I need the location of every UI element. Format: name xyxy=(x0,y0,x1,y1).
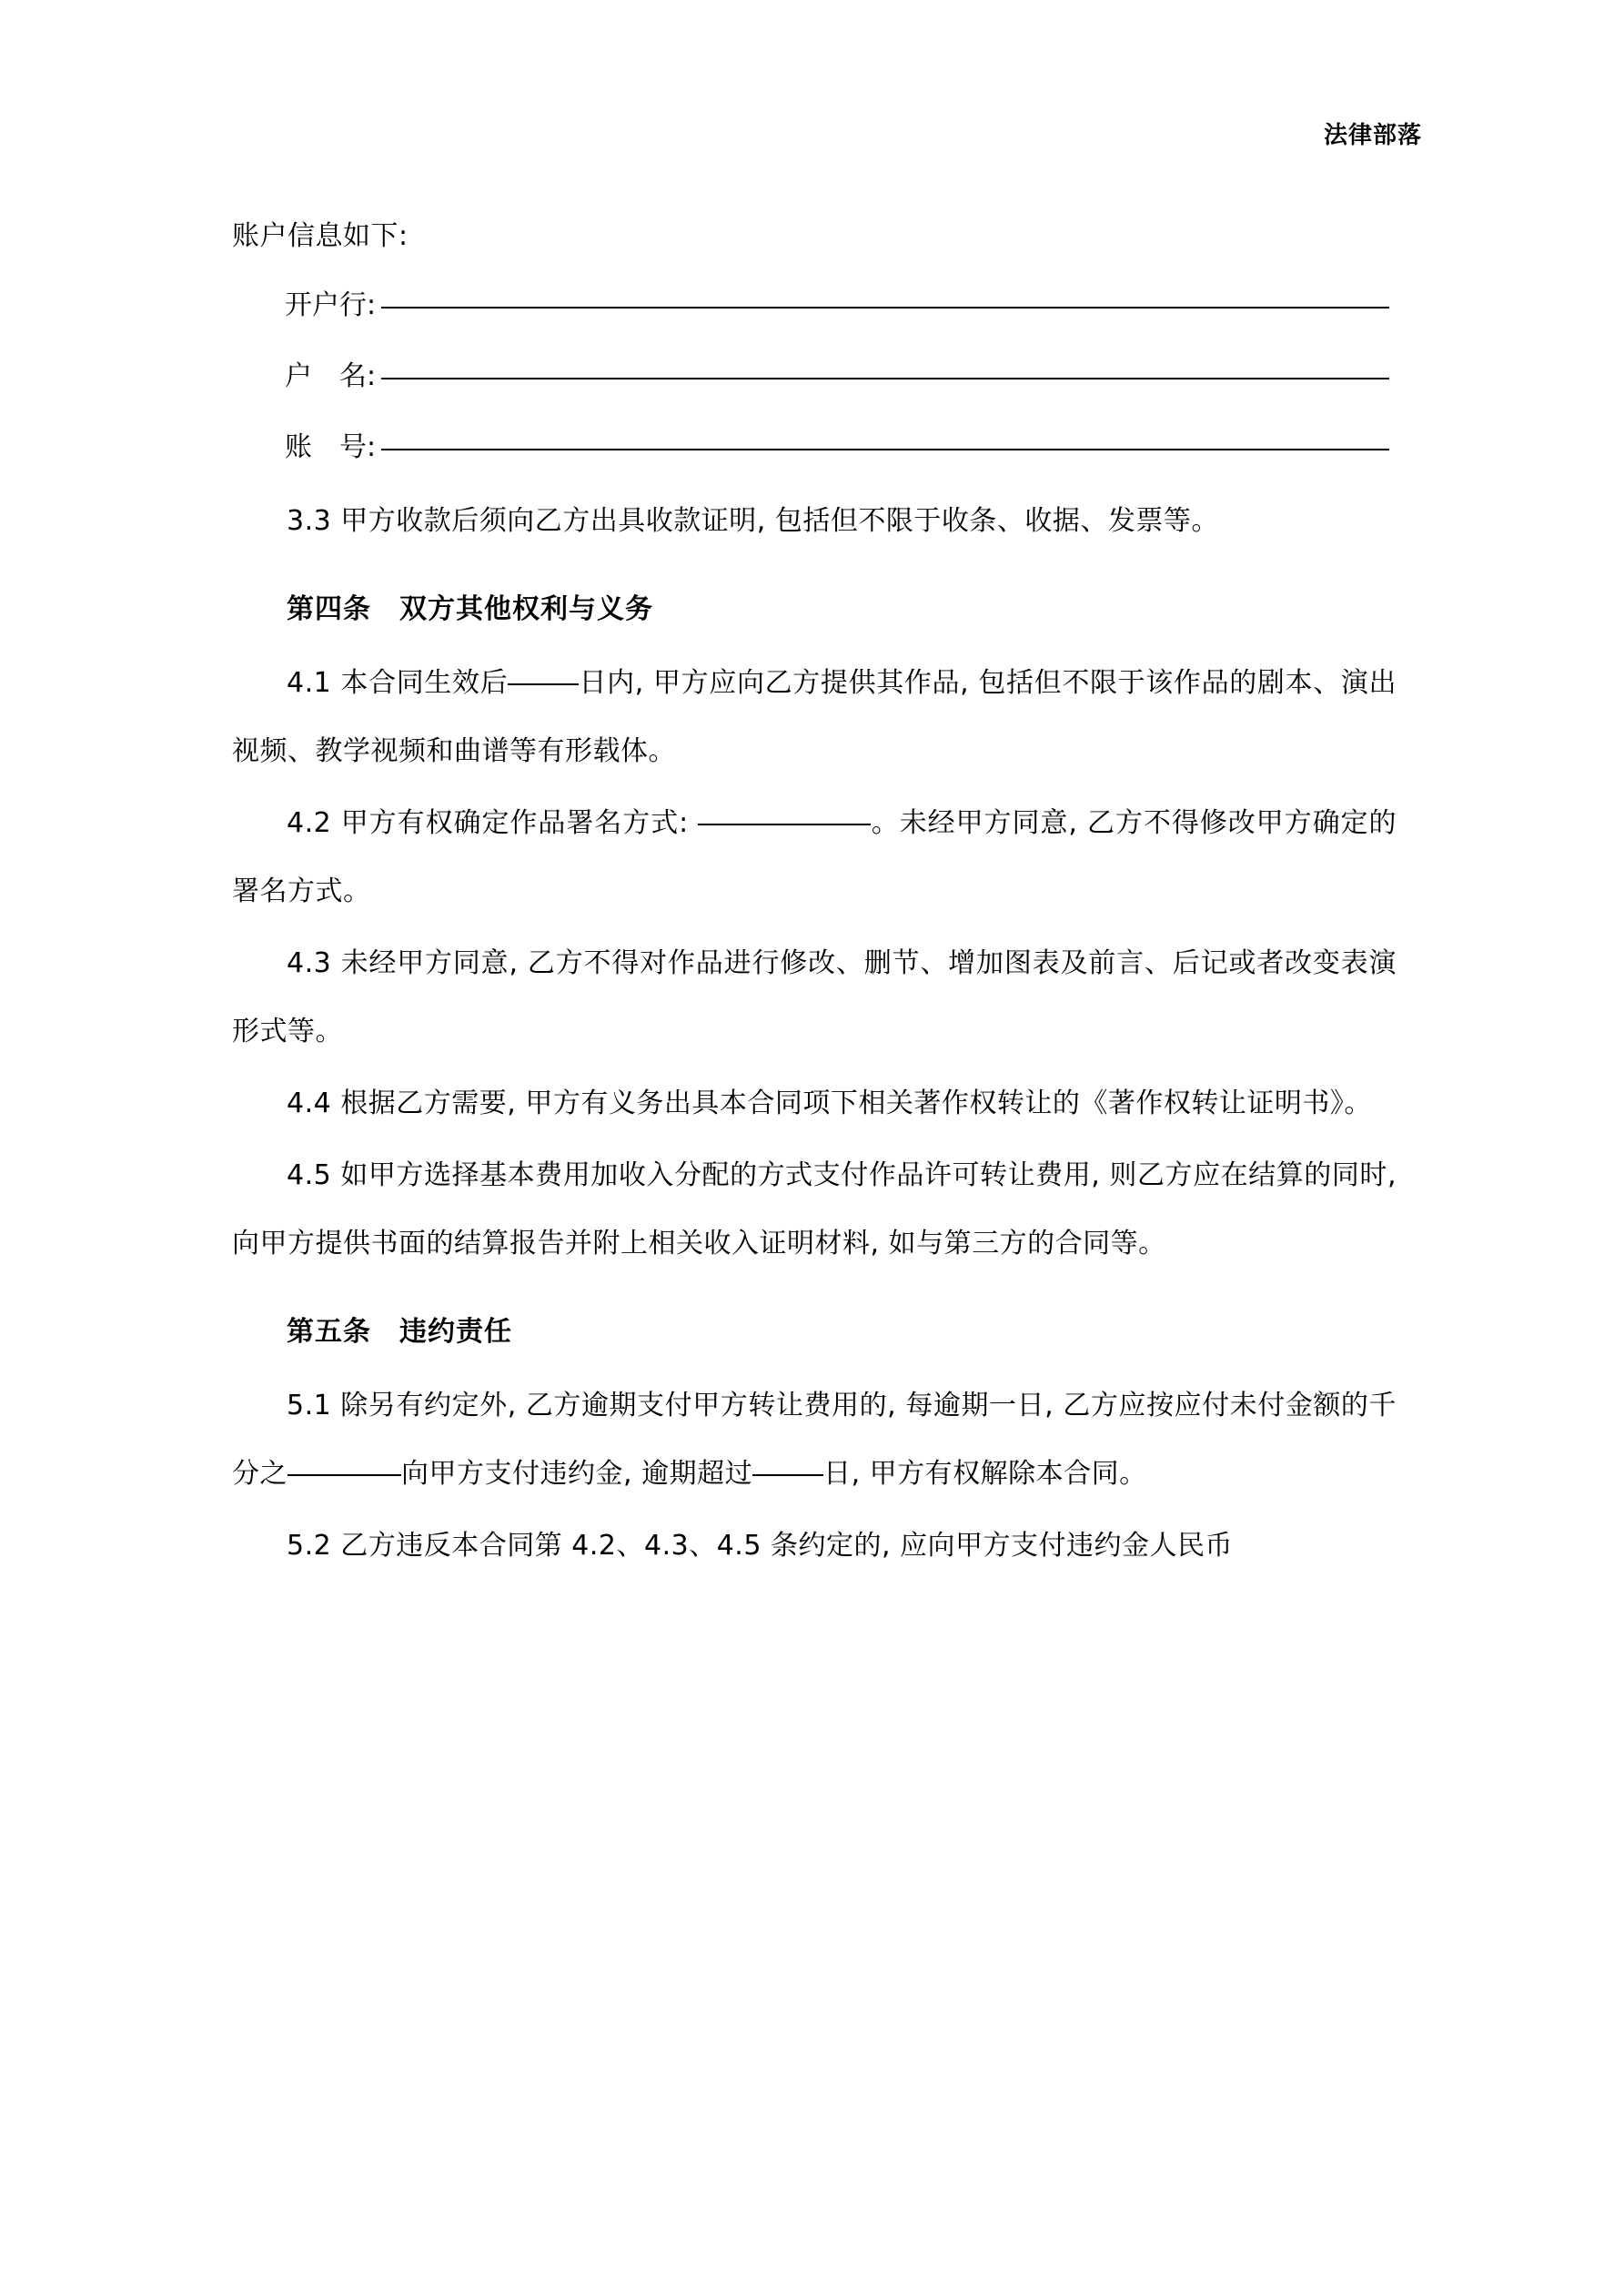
clause-5-1-text-a: 5.1 除另有约定外, 乙方逾期支付甲方转让费用的, 每逾期一日, 乙方应按应付未付金额的千分之 xyxy=(232,1390,1397,1490)
field-label-account-name: 户 名: xyxy=(285,360,377,392)
clause-5-2: 5.2 乙方违反本合同第 4.2、4.3、4.5 条约定的, 应向甲方支付违约金人民币 xyxy=(287,1530,1234,1562)
field-bank-name xyxy=(232,270,1397,341)
clause-3-3: 3.3 甲方收款后须向乙方出具收款证明, 包括但不限于收条、收据、发票等。 xyxy=(287,505,1219,537)
clause-4-3: 4.3 未经甲方同意, 乙方不得对作品进行修改、删节、增加图表及前言、后记或者改变表演形式等。 xyxy=(232,947,1397,1047)
clause-5-1-text-b: 向甲方支付违约金, 逾期超过 xyxy=(401,1458,753,1490)
section-title-4: 第四条 双方其他权利与义务 xyxy=(287,593,653,625)
field-input-account-number[interactable] xyxy=(381,448,1389,450)
clause-4-2-text-b: 。未经甲方同意, 乙方不得修改甲方确定的署名方式。 xyxy=(232,807,1397,907)
clause-5-1 xyxy=(232,1371,1397,1508)
account-info-intro: 账户信息如下: xyxy=(232,220,409,252)
document-body xyxy=(232,202,1397,1580)
field-label-account-number: 账 号: xyxy=(285,431,377,463)
clause-4-1 xyxy=(232,649,1397,785)
page-header-watermark: 法律部落 xyxy=(1323,122,1422,149)
field-account-number xyxy=(232,412,1397,483)
clause-5-1-blank-1[interactable] xyxy=(287,1473,401,1476)
clause-4-1-blank[interactable] xyxy=(508,683,579,685)
clause-4-2-blank[interactable] xyxy=(698,823,871,825)
clause-4-2 xyxy=(232,789,1397,925)
field-input-bank[interactable] xyxy=(381,306,1389,308)
clause-5-1-blank-2[interactable] xyxy=(752,1473,823,1476)
clause-4-4: 4.4 根据乙方需要, 甲方有义务出具本合同项下相关著作权转让的《著作权转让证明书》。 xyxy=(287,1087,1372,1119)
section-title-5: 第五条 违约责任 xyxy=(287,1316,512,1348)
clause-4-2-text-a: 4.2 甲方有权确定作品署名方式: xyxy=(287,807,689,839)
clause-4-1-text-a: 4.1 本合同生效后 xyxy=(287,667,509,699)
field-input-account-name[interactable] xyxy=(381,377,1389,379)
clause-5-1-text-c: 日, 甲方有权解除本合同。 xyxy=(823,1458,1147,1490)
clause-4-1-text-b: 日内, 甲方应向乙方提供其作品, 包括但不限于该作品的剧本、演出视频、教学视频和曲谱等有形载体。 xyxy=(232,667,1397,767)
field-label-bank: 开户行: xyxy=(285,289,377,321)
field-account-name xyxy=(232,341,1397,412)
clause-4-5: 4.5 如甲方选择基本费用加收入分配的方式支付作品许可转让费用, 则乙方应在结算的同时, 向甲方提供书面的结算报告并附上相关收入证明材料, 如与第三方的合同等。 xyxy=(232,1159,1397,1259)
